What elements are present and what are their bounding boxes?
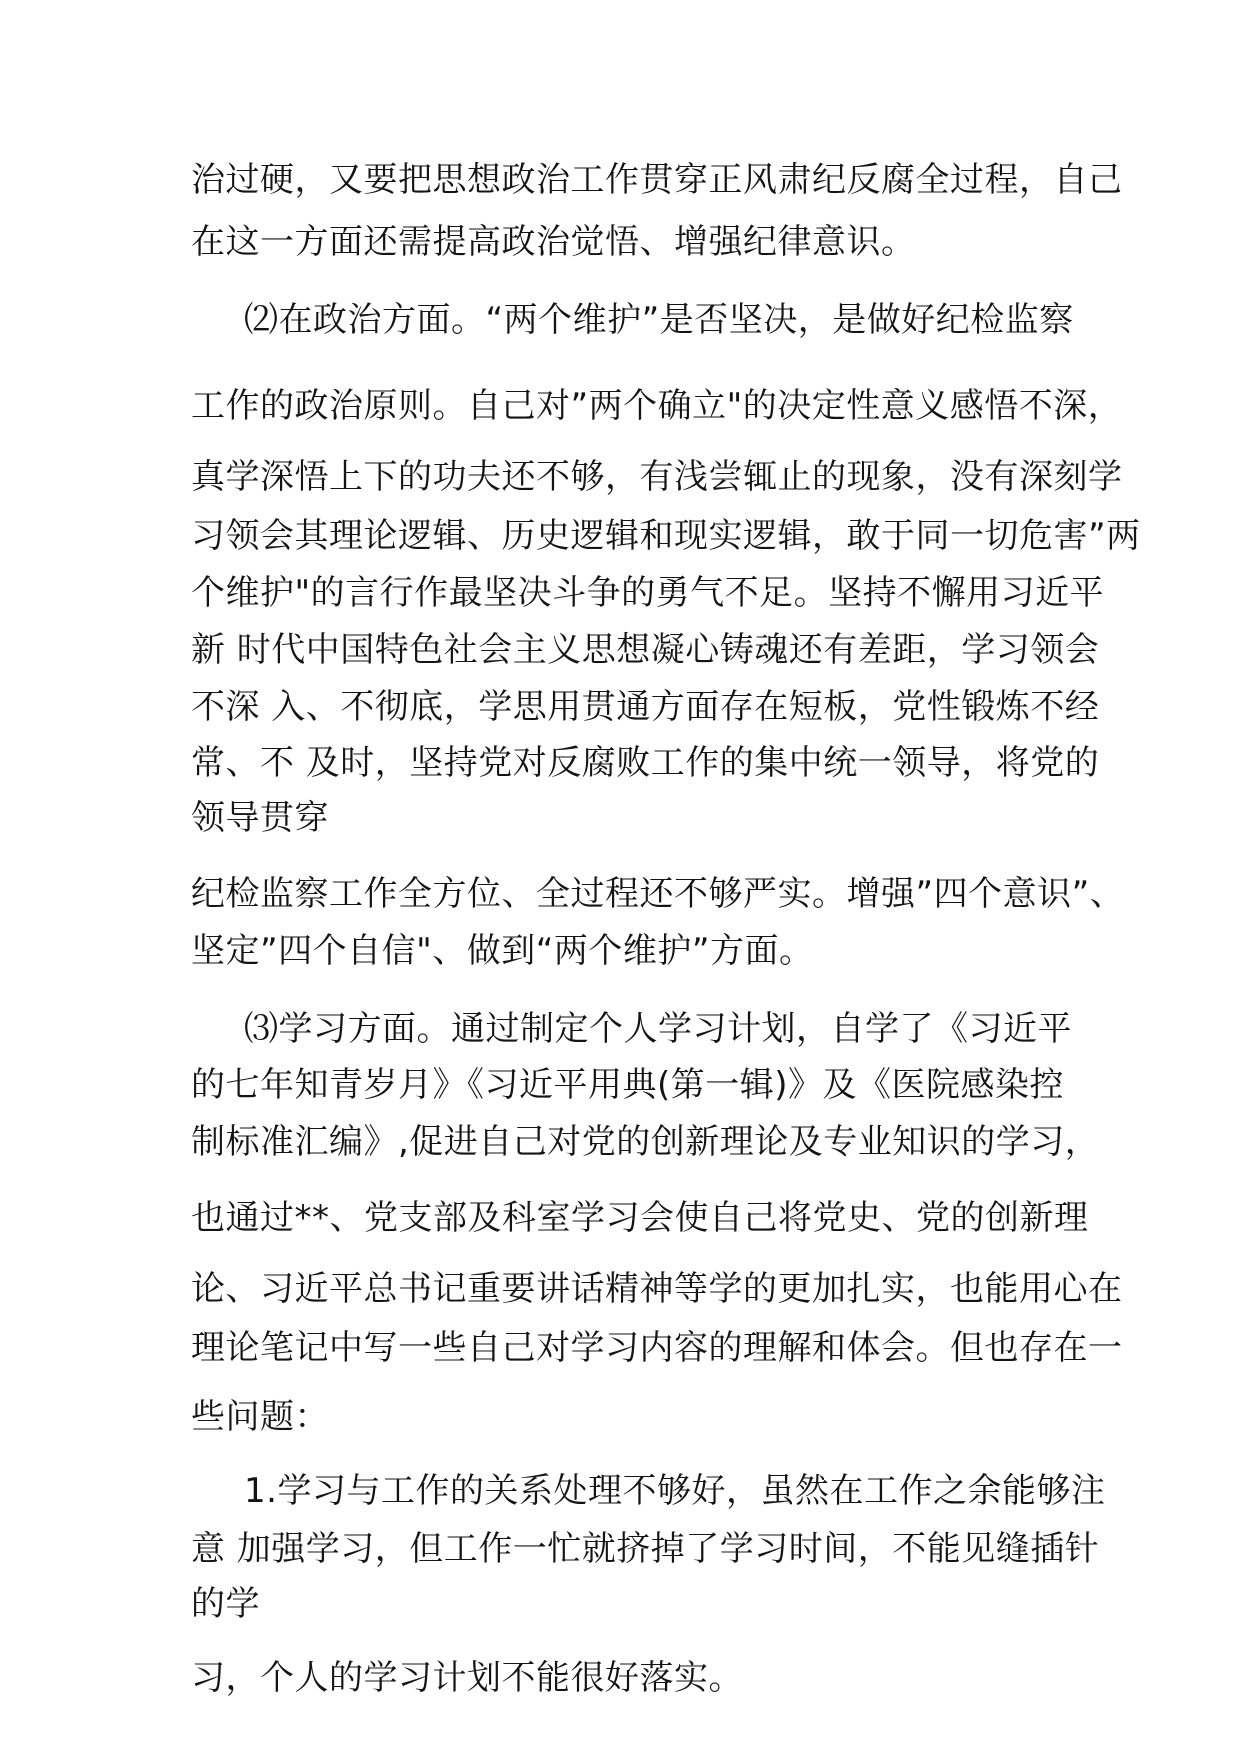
text-line: 工作的政治原则。自己对”两个确立"的决定性意义感悟不深， bbox=[191, 386, 1123, 426]
text-line: 意 加强学习，但工作一忙就挤掉了学习时间，不能见缝插针 bbox=[191, 1529, 1100, 1569]
text-line: 的学 bbox=[191, 1584, 260, 1624]
text-line: 领导贯穿 bbox=[191, 798, 329, 838]
text-line: 在这一方面还需提高政治觉悟、增强纪律意识。 bbox=[191, 222, 916, 262]
text-line: 坚定”四个自信"、做到“两个维护”方面。 bbox=[191, 931, 814, 971]
text-line: 纪检监察工作全方位、全过程还不够严实。增强”四个意识”、 bbox=[191, 874, 1125, 914]
paragraph-start-line: ⑵在政治方面。“两个维护”是否坚决，是做好纪检监察 bbox=[244, 300, 1074, 340]
paragraph-start-line: ⑶学习方面。通过制定个人学习计划，自学了《习近平 bbox=[244, 1009, 1072, 1049]
text-line: 不深 入、不彻底，学思用贯通方面存在短板，党性锻炼不经 bbox=[191, 687, 1100, 727]
text-line: 真学深悟上下的功夫还不够，有浅尝辄止的现象，没有深刻学 bbox=[191, 457, 1123, 497]
text-line: 习领会其理论逻辑、历史逻辑和现实逻辑，敢于同一切危害”两 bbox=[191, 516, 1141, 556]
text-line: 也通过**、党支部及科室学习会使自己将党史、党的创新理 bbox=[191, 1198, 1089, 1238]
paragraph-start-line: 1.学习与工作的关系处理不够好，虽然在工作之余能够注 bbox=[244, 1471, 1106, 1511]
text-line: 制标准汇编》,促进自己对党的创新理论及专业知识的学习， bbox=[191, 1122, 1100, 1162]
text-line: 个维护"的言行作最坚决斗争的勇气不足。坚持不懈用习近平 bbox=[191, 573, 1105, 613]
text-line: 理论笔记中写一些自己对学习内容的理解和体会。但也存在一 bbox=[191, 1328, 1123, 1368]
text-line: 习，个人的学习计划不能很好落实。 bbox=[191, 1658, 743, 1698]
text-line: 的七年知青岁月》《习近平用典(第一辑)》及《医院感染控 bbox=[191, 1065, 1065, 1105]
text-line: 论、习近平总书记重要讲话精神等学的更加扎实，也能用心在 bbox=[191, 1269, 1123, 1309]
text-line: 些问题： bbox=[191, 1397, 329, 1437]
text-line: 新 时代中国特色社会主义思想凝心铸魂还有差距，学习领会 bbox=[191, 630, 1100, 670]
text-line: 常、不 及时，坚持党对反腐败工作的集中统一领导，将党的 bbox=[191, 743, 1100, 783]
text-line: 治过硬，又要把思想政治工作贯穿正风肃纪反腐全过程，自己 bbox=[191, 160, 1123, 200]
